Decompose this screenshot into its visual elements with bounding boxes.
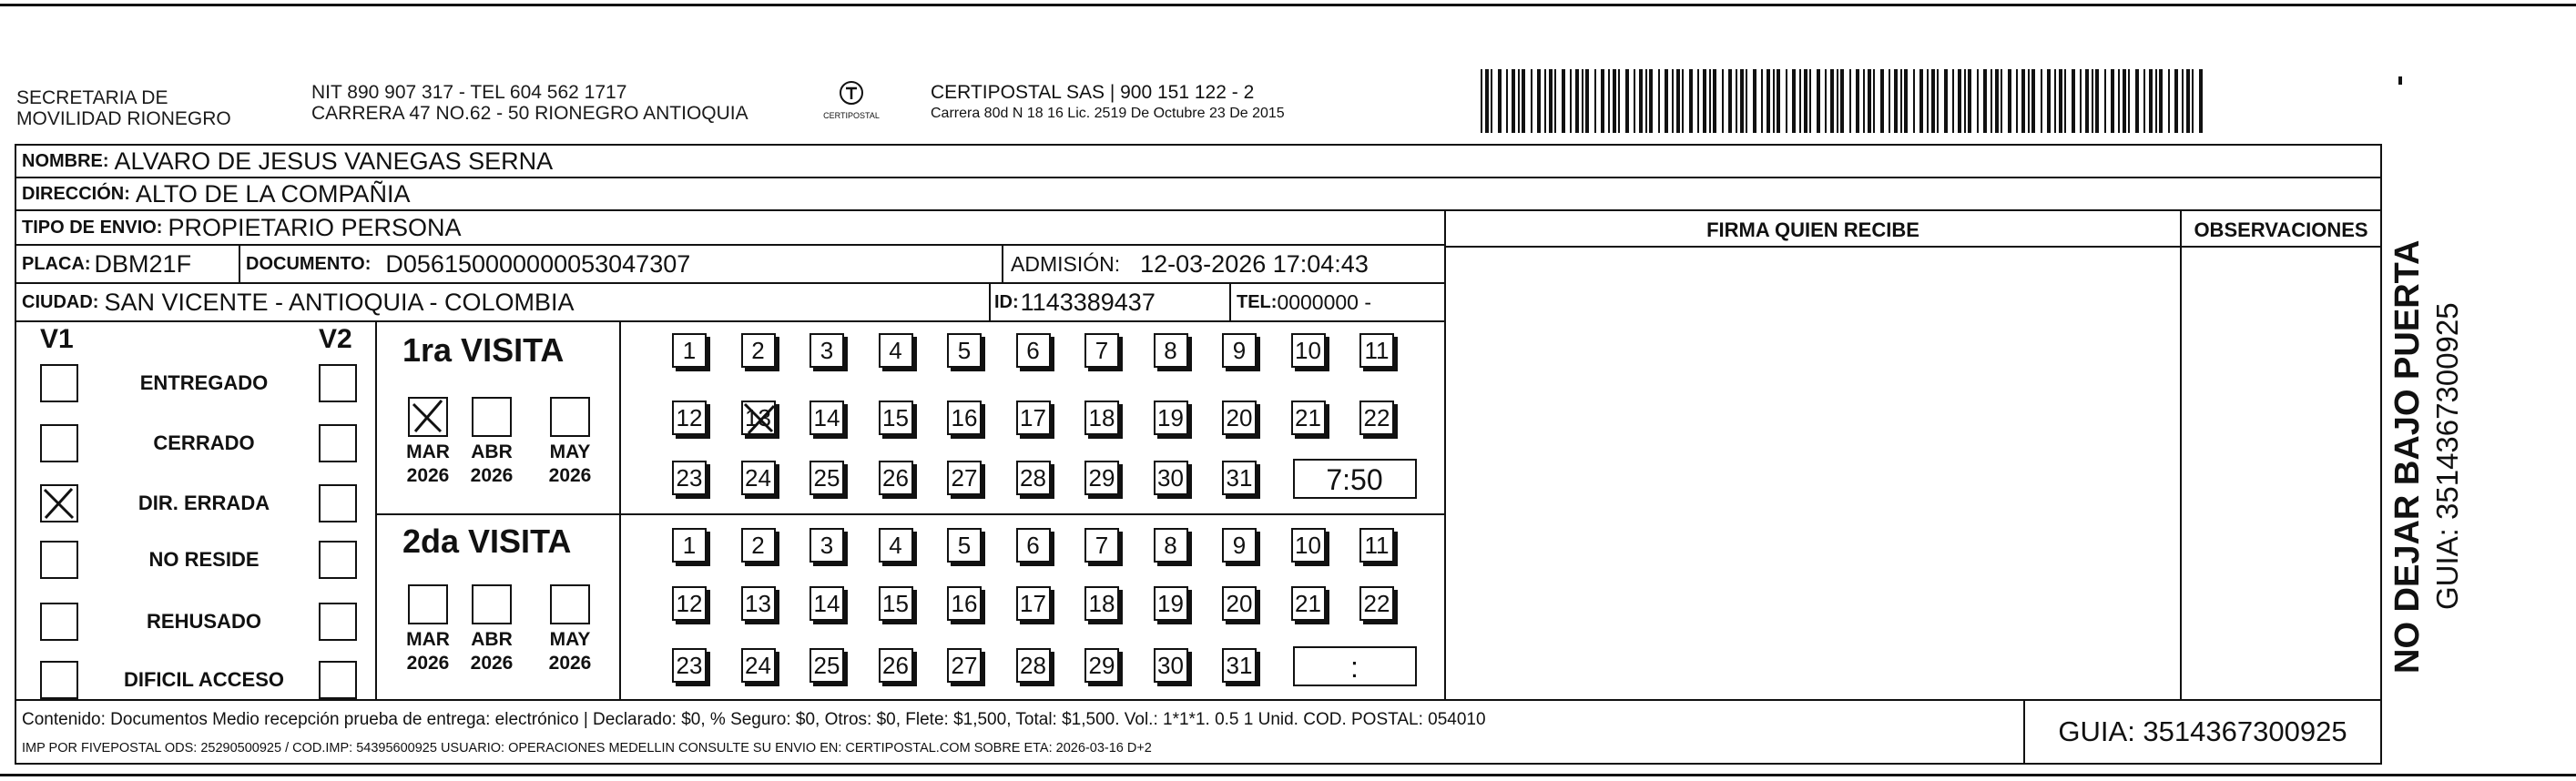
day-box[interactable]: 29 <box>1084 648 1119 683</box>
barcode-bar <box>1594 69 1596 133</box>
barcode-bar <box>1618 69 1620 133</box>
barcode-bar <box>1830 69 1834 133</box>
v1-checkbox[interactable] <box>40 661 78 699</box>
barcode-bar <box>1873 69 1875 133</box>
month-name: ABR <box>471 629 513 650</box>
barcode-bar <box>1522 69 1525 133</box>
barcode-bar <box>2021 69 2025 133</box>
nit-line: NIT 890 907 317 - TEL 604 562 1717 <box>311 82 627 103</box>
day-box[interactable]: 16 <box>947 586 982 621</box>
tel-cell <box>1229 284 1446 322</box>
barcode-bar <box>1817 69 1820 133</box>
day-box[interactable]: 14 <box>809 586 844 621</box>
day-box[interactable]: 19 <box>1154 586 1188 621</box>
barcode-bar <box>1799 69 1801 133</box>
id-value: 1143389437 <box>1020 288 1156 316</box>
barcode-bar <box>1767 69 1770 133</box>
barcode-bar <box>2059 69 2062 133</box>
day-box[interactable]: 6 <box>1016 333 1051 368</box>
v2-checkbox[interactable] <box>319 541 357 579</box>
month-year: 2026 <box>406 653 450 674</box>
barcode-bar <box>1931 69 1935 133</box>
barcode-bar <box>1506 69 1508 133</box>
row-tipo <box>15 211 1446 246</box>
time-value: 7:50 <box>1326 463 1383 496</box>
day-box[interactable]: 5 <box>947 333 982 368</box>
ciudad-value: SAN VICENTE - ANTIOQUIA - COLOMBIA <box>104 288 575 316</box>
barcode-bar <box>1537 69 1541 133</box>
day-box[interactable]: 2 <box>741 333 776 368</box>
admision-value: 12-03-2026 17:04:43 <box>1140 249 1369 278</box>
barcode-bar <box>1697 69 1699 133</box>
barcode-bar <box>1786 69 1787 133</box>
corner-mark <box>2398 76 2402 85</box>
documento-label: DOCUMENTO: <box>246 253 372 274</box>
barcode-bar <box>2031 69 2035 133</box>
v2-checkbox[interactable] <box>319 424 357 462</box>
day-box[interactable]: 23 <box>672 461 707 495</box>
month-name: MAR <box>406 629 450 650</box>
no-dejar-text: NO DEJAR BAJO PUERTA <box>2388 239 2427 674</box>
barcode-bar <box>2041 69 2042 133</box>
company-address: Carrera 80d N 18 16 Lic. 2519 De Octubre 23 De 2015 <box>931 106 1285 121</box>
day-box[interactable]: 16 <box>947 401 982 435</box>
logo-label: CERTIPOSTAL <box>823 111 880 120</box>
barcode-bar <box>1575 69 1579 133</box>
month-name: MAR <box>406 441 450 462</box>
v1-checkbox[interactable] <box>40 541 78 579</box>
observaciones-header-line <box>2182 246 2380 248</box>
month-year: 2026 <box>470 653 514 674</box>
firma-label: FIRMA QUIEN RECIBE <box>1706 218 1919 241</box>
guia-value: GUIA: 3514367300925 <box>2058 715 2347 747</box>
admision-cell <box>1002 246 1446 284</box>
footer-info <box>15 699 2025 765</box>
month-checkbox[interactable] <box>550 584 590 624</box>
day-box[interactable]: 28 <box>1016 461 1051 495</box>
day-box[interactable]: 8 <box>1154 528 1188 563</box>
day-box[interactable]: 19 <box>1154 401 1188 435</box>
day-box[interactable]: 3 <box>809 333 844 368</box>
barcode-bar <box>1863 69 1865 133</box>
barcode-bar <box>1608 69 1610 133</box>
day-box[interactable]: 10 <box>1291 333 1326 368</box>
company-line: CERTIPOSTAL SAS | 900 151 122 - 2 <box>931 82 1255 103</box>
id-label: ID: <box>994 291 1019 312</box>
barcode-bar <box>1900 69 1902 133</box>
day-box[interactable]: 17 <box>1016 586 1051 621</box>
entity-line-1: SECRETARIA DE <box>16 87 168 108</box>
month-year: 2026 <box>470 465 514 486</box>
barcode-bar <box>1773 69 1775 133</box>
barcode-bar <box>1840 69 1844 133</box>
documento-cell <box>239 246 1003 284</box>
barcode-bar <box>2016 69 2018 133</box>
barcode-bar <box>1585 69 1589 133</box>
barcode-bar <box>1837 69 1838 133</box>
barcode-bar <box>1740 69 1744 133</box>
month-year: 2026 <box>548 653 592 674</box>
barcode-bar <box>1562 69 1565 133</box>
barcode-bar <box>1531 69 1532 133</box>
day-box[interactable]: 18 <box>1084 586 1119 621</box>
barcode-bar <box>1968 69 1971 133</box>
nombre-value: ALVARO DE JESUS VANEGAS SERNA <box>114 147 554 175</box>
barcode-bar <box>2072 69 2075 133</box>
day-box[interactable]: 20 <box>1222 586 1257 621</box>
status-label: ENTREGADO <box>139 371 269 394</box>
barcode-bar <box>1601 69 1604 133</box>
barcode <box>1481 69 2205 133</box>
v2-checkbox[interactable] <box>319 484 357 522</box>
day-box[interactable]: 26 <box>879 648 913 683</box>
barcode-bar <box>1977 69 1979 133</box>
scan-bottom-edge <box>0 774 2576 776</box>
barcode-bar <box>1722 69 1724 133</box>
footer-guia <box>2023 699 2382 765</box>
barcode-bar <box>2064 69 2066 133</box>
address-line: CARRERA 47 NO.62 - 50 RIONEGRO ANTIOQUIA <box>311 103 748 124</box>
barcode-bar <box>2186 69 2190 133</box>
month-checkbox[interactable] <box>472 584 512 624</box>
tipo-value: PROPIETARIO PERSONA <box>168 213 462 241</box>
day-box[interactable]: 15 <box>879 401 913 435</box>
visit-divider-vertical <box>619 322 621 701</box>
barcode-bar <box>1880 69 1884 133</box>
barcode-bar <box>2143 69 2145 133</box>
ciudad-label: CIUDAD: <box>22 291 99 312</box>
status-divider <box>375 322 377 701</box>
day-box[interactable]: 17 <box>1016 401 1051 435</box>
day-box[interactable]: 30 <box>1154 648 1188 683</box>
barcode-bar <box>1658 69 1660 133</box>
month-year: 2026 <box>548 465 592 486</box>
barcode-bar <box>2001 69 2002 133</box>
day-box[interactable]: 1 <box>672 333 707 368</box>
barcode-bar <box>2135 69 2139 133</box>
barcode-bar <box>2111 69 2114 133</box>
barcode-bar <box>1649 69 1653 133</box>
barcode-bar <box>1809 69 1811 133</box>
barcode-bar <box>1634 69 1635 133</box>
barcode-bar <box>1825 69 1827 133</box>
time-box[interactable] <box>1293 646 1417 686</box>
barcode-bar <box>1964 69 1966 133</box>
barcode-bar <box>1676 69 1680 133</box>
barcode-bar <box>2128 69 2130 133</box>
day-box[interactable]: 11 <box>1359 333 1394 368</box>
contenido-text: Contenido: Documentos Medio recepción prueba de entrega: electrónico | Declarado: $0, % Seguro: $0, Otros: $0, Flete: $1,500, Total: $1,500. Vol.: 1*1*1. 0.5 1 Unid. COD. POSTAL: 054010 <box>22 710 1486 729</box>
barcode-bar <box>1913 69 1915 133</box>
tel-label: TEL: <box>1237 291 1278 312</box>
day-box[interactable]: 12 <box>672 401 707 435</box>
barcode-bar <box>2104 69 2106 133</box>
barcode-bar <box>1491 69 1492 133</box>
day-box[interactable]: 30 <box>1154 461 1188 495</box>
day-box[interactable]: 28 <box>1016 648 1051 683</box>
barcode-bar <box>2028 69 2030 133</box>
barcode-bar <box>2182 69 2184 133</box>
day-box[interactable]: 31 <box>1222 648 1257 683</box>
imp-text: IMP POR FIVEPOSTAL ODS: 25290500925 / COD.IMP: 54395600925 USUARIO: OPERACIONES MEDELLIN CONSULTE SU ENVIO EN: CERTIPOSTAL.COM SOBRE ETA: 2026-03-16 D+2 <box>22 741 1152 756</box>
barcode-bar <box>1554 69 1556 133</box>
barcode-bar <box>1777 69 1780 133</box>
admision-label: ADMISIÓN: <box>1011 251 1121 276</box>
barcode-bar <box>1995 69 1999 133</box>
barcode-bar <box>2008 69 2011 133</box>
placa-value: DBM21F <box>94 249 192 278</box>
day-box[interactable]: 24 <box>741 461 776 495</box>
row-nombre <box>15 144 2382 178</box>
row-direccion <box>15 178 2382 211</box>
barcode-bar <box>1983 69 1987 133</box>
barcode-bar <box>1570 69 1572 133</box>
barcode-bar <box>1904 69 1908 133</box>
tipo-label: TIPO DE ENVIO: <box>22 217 163 238</box>
barcode-bar <box>1736 69 1737 133</box>
day-box[interactable]: 26 <box>879 461 913 495</box>
barcode-bar <box>1958 69 1961 133</box>
barcode-bar <box>1753 69 1756 133</box>
month-checkbox[interactable] <box>550 397 590 437</box>
day-box[interactable]: 3 <box>809 528 844 563</box>
v1-checkbox[interactable] <box>40 424 78 462</box>
barcode-bar <box>1582 69 1583 133</box>
day-box[interactable]: 22 <box>1359 586 1394 621</box>
day-box[interactable]: 31 <box>1222 461 1257 495</box>
barcode-bar <box>2174 69 2178 133</box>
barcode-bar <box>1868 69 1871 133</box>
firma-header-line <box>1446 246 2180 248</box>
barcode-bar <box>2080 69 2082 133</box>
firma-column <box>1444 211 2182 701</box>
day-box[interactable]: 4 <box>879 333 913 368</box>
barcode-bar <box>1746 69 1747 133</box>
barcode-bar <box>1549 69 1553 133</box>
day-box[interactable]: 22 <box>1359 401 1394 435</box>
day-box[interactable]: 27 <box>947 461 982 495</box>
month-checkbox[interactable] <box>408 584 448 624</box>
v2-checkbox[interactable] <box>319 603 357 641</box>
barcode-bar <box>2168 69 2170 133</box>
barcode-bar <box>1728 69 1732 133</box>
barcode-bar <box>2085 69 2089 133</box>
barcode-bar <box>1894 69 1898 133</box>
barcode-bar <box>1804 69 1807 133</box>
barcode-bar <box>1645 69 1647 133</box>
day-box[interactable]: 2 <box>741 528 776 563</box>
barcode-bar <box>1498 69 1502 133</box>
barcode-bar <box>2155 69 2157 133</box>
day-box[interactable]: 13 <box>741 401 776 435</box>
status-label: DIR. ERRADA <box>137 492 270 514</box>
time-box[interactable] <box>1293 459 1417 499</box>
barcode-bar <box>1713 69 1716 133</box>
entity-contact <box>311 82 748 124</box>
barcode-bar <box>1927 69 1929 133</box>
entity-name <box>16 87 231 129</box>
barcode-bar <box>1682 69 1684 133</box>
barcode-bar <box>1544 69 1546 133</box>
day-box[interactable]: 11 <box>1359 528 1394 563</box>
day-box[interactable]: 7 <box>1084 333 1119 368</box>
v1-label: V1 <box>40 324 74 354</box>
barcode-bar <box>1672 69 1674 133</box>
barcode-bar <box>1512 69 1515 133</box>
day-box[interactable]: 27 <box>947 648 982 683</box>
day-box[interactable]: 21 <box>1291 401 1326 435</box>
barcode-bar <box>1709 69 1711 133</box>
v2-checkbox[interactable] <box>319 364 357 402</box>
day-box[interactable]: 29 <box>1084 461 1119 495</box>
barcode-bar <box>2118 69 2120 133</box>
observaciones-label: OBSERVACIONES <box>2194 218 2368 241</box>
day-box[interactable]: 23 <box>672 648 707 683</box>
barcode-bar <box>2149 69 2153 133</box>
v1-checkbox[interactable] <box>40 364 78 402</box>
visit-divider-horizontal <box>375 513 1446 515</box>
status-label: NO RESIDE <box>148 548 260 571</box>
barcode-bar <box>2199 69 2203 133</box>
barcode-bar <box>2054 69 2056 133</box>
barcode-bar <box>1849 69 1851 133</box>
day-box[interactable]: 14 <box>809 401 844 435</box>
day-box[interactable]: 24 <box>741 648 776 683</box>
day-box[interactable]: 25 <box>809 648 844 683</box>
placa-cell <box>15 246 240 284</box>
barcode-bar <box>2159 69 2163 133</box>
v1-checkbox[interactable] <box>40 484 78 522</box>
day-mark-icon <box>741 401 776 435</box>
tel-value: 0000000 - <box>1277 289 1372 314</box>
barcode-icon <box>1481 69 2205 133</box>
status-label: CERRADO <box>153 431 255 454</box>
barcode-bar <box>1919 69 1923 133</box>
check-mark-icon <box>410 399 446 435</box>
scan-top-edge <box>0 4 2576 6</box>
day-box[interactable]: 10 <box>1291 528 1326 563</box>
second-visit-title: 2da VISITA <box>402 522 572 560</box>
day-box[interactable]: 1 <box>672 528 707 563</box>
barcode-bar <box>1889 69 1890 133</box>
v2-label: V2 <box>319 324 352 354</box>
day-box[interactable]: 21 <box>1291 586 1326 621</box>
direccion-label: DIRECCIÓN: <box>22 183 130 204</box>
day-box[interactable]: 9 <box>1222 528 1257 563</box>
day-box[interactable]: 25 <box>809 461 844 495</box>
barcode-bar <box>2092 69 2093 133</box>
barcode-bar <box>1856 69 1859 133</box>
barcode-bar <box>1792 69 1796 133</box>
month-year: 2026 <box>406 465 450 486</box>
day-box[interactable]: 7 <box>1084 528 1119 563</box>
month-name: MAY <box>549 629 591 650</box>
barcode-bar <box>1639 69 1643 133</box>
day-box[interactable]: 8 <box>1154 333 1188 368</box>
barcode-bar <box>2095 69 2099 133</box>
day-box[interactable]: 15 <box>879 586 913 621</box>
barcode-bar <box>1703 69 1706 133</box>
barcode-bar <box>1937 69 1939 133</box>
certipostal-logo <box>810 76 892 122</box>
barcode-bar <box>2047 69 2051 133</box>
time-value: : <box>1350 651 1359 684</box>
id-cell <box>989 284 1231 322</box>
day-box[interactable]: 4 <box>879 528 913 563</box>
day-box[interactable]: 18 <box>1084 401 1119 435</box>
month-checkbox[interactable] <box>408 397 448 437</box>
barcode-bar <box>1665 69 1668 133</box>
barcode-bar <box>2192 69 2194 133</box>
placa-label: PLACA: <box>22 253 91 274</box>
entity-line-2: MOVILIDAD RIONEGRO <box>16 108 231 129</box>
month-name: MAY <box>549 441 591 462</box>
nombre-label: NOMBRE: <box>22 150 109 171</box>
day-box[interactable]: 13 <box>741 586 776 621</box>
x-mark-icon <box>42 486 76 521</box>
barcode-bar <box>1944 69 1948 133</box>
barcode-bar <box>1613 69 1616 133</box>
day-box[interactable]: 5 <box>947 528 982 563</box>
barcode-bar <box>1761 69 1763 133</box>
side-guia-text: GUIA: 3514367300925 <box>2430 302 2464 610</box>
barcode-bar <box>1991 69 1992 133</box>
barcode-bar <box>1518 69 1520 133</box>
day-box[interactable]: 12 <box>672 586 707 621</box>
month-checkbox[interactable] <box>472 397 512 437</box>
barcode-bar <box>1485 69 1489 133</box>
status-label: DIFICIL ACCESO <box>123 668 284 691</box>
first-visit-title: 1ra VISITA <box>402 331 565 369</box>
v1-checkbox[interactable] <box>40 603 78 641</box>
day-box[interactable]: 9 <box>1222 333 1257 368</box>
barcode-bar <box>1689 69 1693 133</box>
logo-icon <box>810 76 892 122</box>
status-label: REHUSADO <box>147 610 261 633</box>
barcode-bar <box>2123 69 2126 133</box>
month-name: ABR <box>471 441 513 462</box>
day-box[interactable]: 6 <box>1016 528 1051 563</box>
v2-checkbox[interactable] <box>319 661 357 699</box>
barcode-bar <box>1952 69 1954 133</box>
direccion-value: ALTO DE LA COMPAÑIA <box>135 179 411 208</box>
barcode-bar <box>1481 69 1482 133</box>
ciudad-cell <box>15 284 991 322</box>
observaciones-column <box>2180 211 2382 701</box>
documento-value: D056150000000053047307 <box>385 249 691 278</box>
company-info <box>931 82 1285 124</box>
day-box[interactable]: 20 <box>1222 401 1257 435</box>
barcode-bar <box>1625 69 1629 133</box>
